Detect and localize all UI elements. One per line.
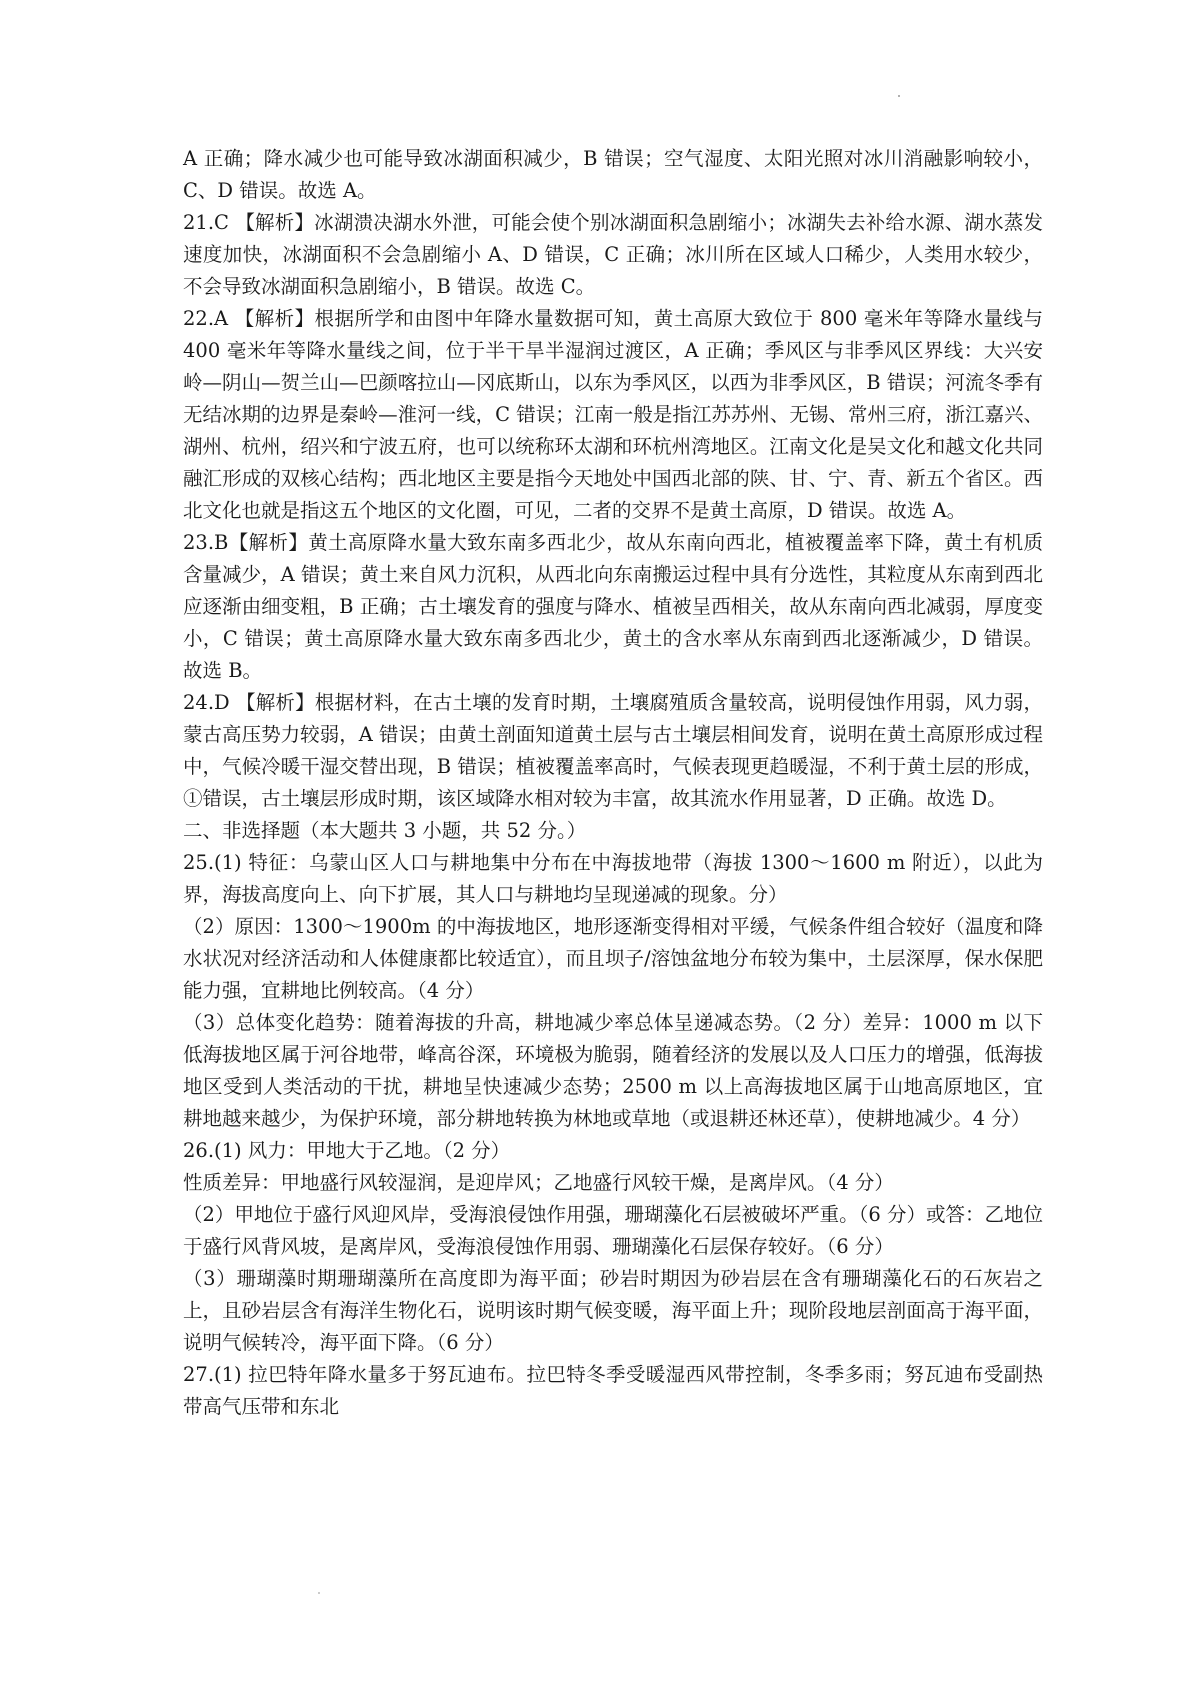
answer-21: 21.C 【解析】冰湖溃决湖水外泄，可能会使个别冰湖面积急剧缩小；冰湖失去补给水源、湖水蒸发速度加快，冰湖面积不会急剧缩小 A、D 错误，C 正确；冰川所在区域人口稀少，人类用水较少，不会导致冰湖面积急剧缩小，B 错误。故选 C。 xyxy=(183,211,1043,298)
answer-26-part-2: （2）甲地位于盛行风迎风岸，受海浪侵蚀作用强，珊瑚藻化石层被破坏严重。（6 分）或答：乙地位于盛行风背风坡，是离岸风，受海浪侵蚀作用弱、珊瑚藻化石层保存较好。（6 分） xyxy=(183,1203,1043,1258)
scan-speck xyxy=(318,1592,320,1594)
answer-26-part-1: 26.(1) 风力：甲地大于乙地。（2 分） xyxy=(183,1139,511,1162)
answer-23: 23.B【解析】黄土高原降水量大致东南多西北少，故从东南向西北，植被覆盖率下降，黄土有机质含量减少，A 错误；黄土来自风力沉积，从西北向东南搬运过程中具有分选性，其粒度从东南到西北应逐渐由细变粗，B 正确；古土壤发育的强度与降水、植被呈西相关，故从东南向西北减弱，厚度变小，C 错误；黄土高原降水量大致东南多西北少，黄土的含水率从东南到西北逐渐减少，D 错误。故选 B。 xyxy=(183,531,1043,682)
answer-26-part-3: （3）珊瑚藻时期珊瑚藻所在高度即为海平面；砂岩时期因为砂岩层在含有珊瑚藻化石的石灰岩之上，且砂岩层含有海洋生物化石，说明该时期气候变暖，海平面上升；现阶段地层剖面高于海平面，说明气候转冷，海平面下降。（6 分） xyxy=(183,1267,1043,1354)
answer-26-part-1-nature: 性质差异：甲地盛行风较湿润，是迎岸风；乙地盛行风较干燥，是离岸风。（4 分） xyxy=(183,1171,894,1194)
answer-25-part-3: （3）总体变化趋势：随着海拔的升高，耕地减少率总体呈递减态势。（2 分）差异：1000 m 以下低海拔地区属于河谷地带，峰高谷深，环境极为脆弱，随着经济的发展以及人口压力的增强，低海拔地区受到人类活动的干扰，耕地呈快速减少态势；2500 m 以上高海拔地区属于山地高原地区，宜耕地越来越少，为保护环境，部分耕地转换为林地或草地（或退耕还林还草），使耕地减少。4 分） xyxy=(183,1011,1043,1130)
scan-speck xyxy=(898,95,900,97)
section-heading-non-choice: 二、非选择题（本大题共 3 小题，共 52 分。） xyxy=(183,819,587,842)
document-body xyxy=(183,143,1043,1423)
answer-25-part-1: 25.(1) 特征：乌蒙山区人口与耕地集中分布在中海拔地带（海拔 1300～1600 m 附近），以此为界，海拔高度向上、向下扩展，其人口与耕地均呈现递减的现象。分） xyxy=(183,851,1043,906)
paragraph-20-continuation: A 正确；降水减少也可能导致冰湖面积减少，B 错误；空气湿度、太阳光照对冰川消融影响较小，C、D 错误。故选 A。 xyxy=(183,147,1043,202)
answer-27-part-1: 27.(1) 拉巴特年降水量多于努瓦迪布。拉巴特冬季受暖湿西风带控制，冬季多雨；努瓦迪布受副热带高气压带和东北 xyxy=(183,1363,1043,1418)
answer-24: 24.D 【解析】根据材料，在古土壤的发育时期，土壤腐殖质含量较高，说明侵蚀作用弱，风力弱，蒙古高压势力较弱，A 错误；由黄土剖面知道黄土层与古土壤层相间发育，说明在黄土高原形成过程中，气候冷暖干湿交替出现，B 错误；植被覆盖率高时，气候表现更趋暖湿，不利于黄土层的形成，①错误，古土壤层形成时期，该区域降水相对较为丰富，故其流水作用显著，D 正确。故选 D。 xyxy=(183,691,1043,810)
answer-22: 22.A 【解析】根据所学和由图中年降水量数据可知，黄土高原大致位于 800 毫米年等降水量线与 400 毫米年等降水量线之间，位于半干旱半湿润过渡区，A 正确；季风区与非季风区界线：大兴安岭—阴山—贺兰山—巴颜喀拉山—冈底斯山，以东为季风区，以西为非季风区，B 错误；河流冬季有无结冰期的边界是秦岭—淮河一线，C 错误；江南一般是指江苏苏州、无锡、常州三府，浙江嘉兴、湖州、杭州，绍兴和宁波五府，也可以统称环太湖和环杭州湾地区。江南文化是吴文化和越文化共同融汇形成的双核心结构；西北地区主要是指今天地处中国西北部的陕、甘、宁、青、新五个省区。西北文化也就是指这五个地区的文化圈，可见，二者的交界不是黄土高原，D 错误。故选 A。 xyxy=(183,307,1043,522)
answer-25-part-2: （2）原因：1300～1900m 的中海拔地区，地形逐渐变得相对平缓，气候条件组合较好（温度和降水状况对经济活动和人体健康都比较适宜），而且坝子/溶蚀盆地分布较为集中，土层深厚，保水保肥能力强，宜耕地比例较高。（4 分） xyxy=(183,915,1043,1002)
